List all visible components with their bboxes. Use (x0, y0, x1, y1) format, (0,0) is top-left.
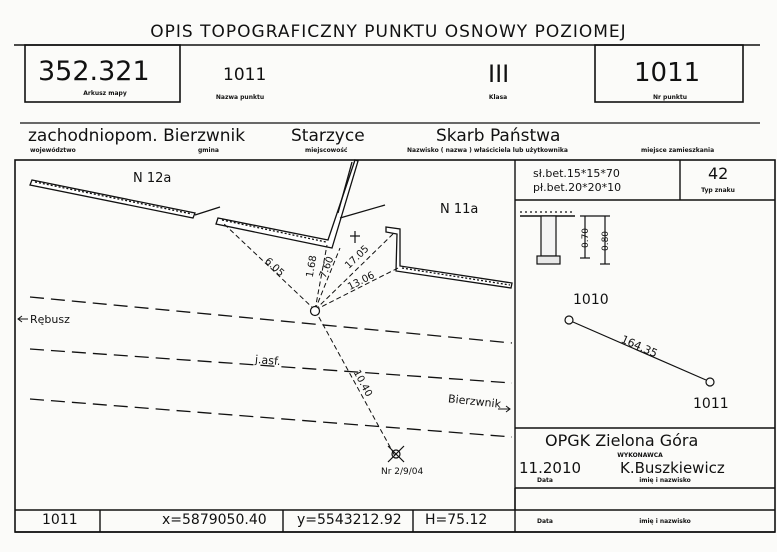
town-caption: miejscowość (305, 147, 348, 154)
distance-label: 10.40 (350, 368, 374, 399)
map-sheet-caption: Arkusz mapy (83, 90, 127, 97)
company-caption: WYKONAWCA (617, 452, 663, 459)
cross-icon (350, 231, 360, 243)
voivodeship-commune: zachodniopom. Bierzwnik (28, 126, 246, 146)
parcel-label: N 11a (440, 202, 479, 217)
arrow-west-icon (18, 316, 28, 322)
class-value: III (488, 60, 510, 88)
footer-date-caption: Data (537, 518, 553, 525)
distance-label: 13.06 (346, 270, 377, 293)
voivodeship-caption: województwo (30, 147, 76, 154)
map-sheet-number: 352.321 (38, 56, 150, 87)
surface-label: j.asf. (254, 352, 282, 369)
point-name: 1011 (223, 65, 267, 85)
document-title: OPIS TOPOGRAFICZNY PUNKTU OSNOWY POZIOMEJ (150, 22, 627, 42)
neighbor-point-a: 1010 (573, 292, 609, 308)
distance-label: 1.68 (304, 254, 320, 279)
footer-name-caption: imię i nazwisko (639, 518, 691, 525)
execution-date-caption: Data (537, 477, 553, 484)
sign-type-caption: Typ znaku (701, 187, 735, 194)
footer-point-number: 1011 (42, 512, 78, 528)
owner: Skarb Państwa (436, 126, 561, 146)
point-number-caption: Nr punktu (652, 94, 688, 101)
point-name-caption: Nazwa punktu (215, 94, 265, 101)
distance-label: 17.05 (343, 243, 372, 272)
point-number: 1011 (634, 58, 701, 88)
distance-label: 6.05 (262, 255, 287, 280)
sign-type-2: pł.bet.20*20*10 (533, 181, 622, 194)
neighbor-point-b: 1011 (693, 396, 729, 412)
coordinate-y: y=5543212.92 (297, 512, 402, 528)
sign-type-1: sł.bet.15*15*70 (533, 167, 620, 180)
height-value: H=75.12 (425, 512, 488, 528)
author-caption: imię i nazwisko (639, 477, 691, 484)
owner-caption: Nazwisko ( nazwa ) właściciela lub użytkownika (407, 147, 568, 154)
sign-cross-section (520, 212, 610, 264)
neighbor-distance: 164.35 (619, 332, 660, 361)
road-label-east: Bierzwnik (447, 392, 502, 411)
distance-label: 7.60 (317, 255, 337, 280)
road-label-west: Rębusz (30, 313, 70, 326)
depth-label: 0.70 (581, 227, 592, 249)
town: Starzyce (291, 126, 365, 146)
company-name: OPGK Zielona Góra (545, 431, 699, 450)
marker-label: Nr 2/9/04 (381, 467, 424, 477)
residence-caption: miejsce zamieszkania (641, 147, 715, 154)
coordinate-x: x=5879050.40 (162, 512, 267, 528)
survey-point-marker (311, 307, 320, 316)
execution-date: 11.2010 (519, 459, 582, 477)
author-name: K.Buszkiewicz (620, 459, 725, 477)
sign-type-number: 42 (708, 164, 729, 183)
reference-marker-icon (388, 446, 404, 462)
commune-caption: gmina (198, 147, 219, 154)
class-caption: Klasa (488, 94, 508, 101)
depth-label: 0.80 (601, 230, 612, 252)
parcel-label: N 12a (133, 171, 172, 186)
